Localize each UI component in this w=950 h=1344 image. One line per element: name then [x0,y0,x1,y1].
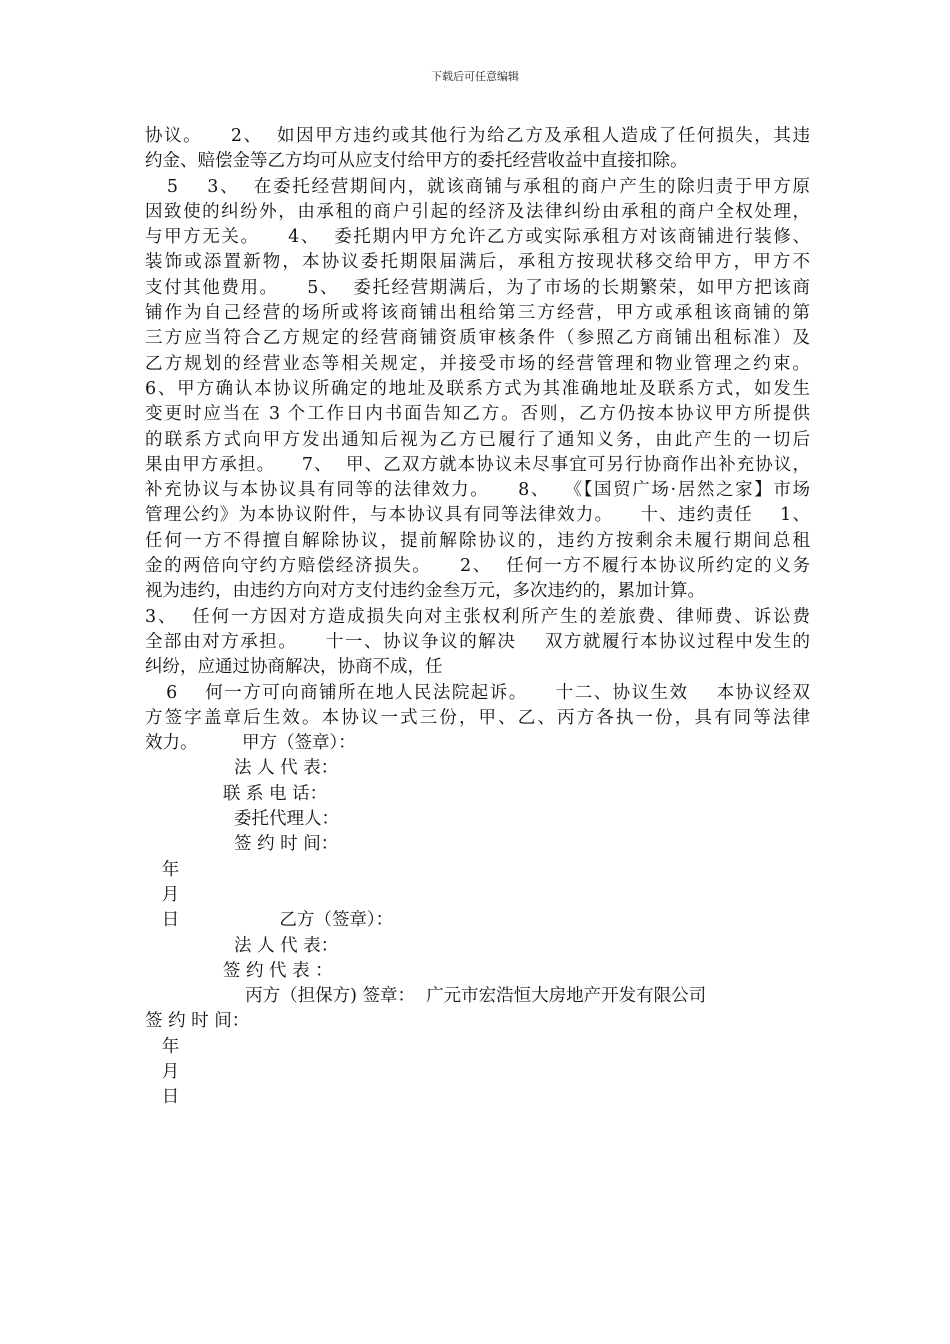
text-line: 与甲方无关。 4、 委托期内甲方允许乙方或实际承租方对该商铺进行装修、 [145,227,810,248]
contract-body [145,124,810,1111]
text-line: 全部由对方承担。 十一、协议争议的解决 双方就履行本协议过程中发生的 [145,631,810,652]
text-line: 6 何一方可向商铺所在地人民法院起诉。 十二、协议生效 本协议经双 [145,682,810,703]
signature-line: 法 人 代 表： [145,935,339,956]
text-line: 支付其他费用。 5、 委托经营期满后，为了市场的长期繁荣，如甲方把该商 [145,277,810,298]
signature-line: 丙方（担保方) 签章： 广元市宏浩恒大房地产开发有限公司 [145,986,707,1007]
date-line: 日 [145,1087,180,1108]
signature-line: 法 人 代 表： [145,758,339,779]
date-line: 年 [145,1036,180,1057]
signature-line: 联 系 电 话： [145,783,328,804]
text-line: 果由甲方承担。 7、 甲、乙双方就本协议未尽事宜可另行协商作出补充协议， [145,454,810,475]
text-line: 铺作为自己经营的场所或将该商铺出租给第三方经营，甲方或承租该商铺的第 [145,303,810,324]
date-line: 月 [145,1061,180,1082]
text-line: 任何一方不得擅自解除协议，提前解除协议的，违约方按剩余未履行期间总租 [145,530,810,551]
signature-line: 效力。 甲方（签章）： [145,733,356,754]
header-note: 下载后可任意编辑 [431,70,519,83]
date-line: 月 [145,884,180,905]
text-line: 5 3、 在委托经营期间内，就该商铺与承租的商户产生的除归责于甲方原 [145,176,810,197]
text-line: 纠纷，应通过协商解决，协商不成，任 [145,657,443,678]
text-line: 管理公约》为本协议附件，与本协议具有同等法律效力。 十、违约责任 1、 [145,505,810,526]
text-line: 变更时应当在 3 个工作日内书面告知乙方。否则，乙方仍按本协议甲方所提供 [145,404,810,425]
text-line: 6、甲方确认本协议所确定的地址及联系方式为其准确地址及联系方式，如发生 [145,378,810,399]
text-line: 视为违约，由违约方向对方支付违约金叁万元，多次违约的，累加计算。 [145,581,705,602]
text-line: 金的两倍向守约方赔偿经济损失。 2、 任何一方不履行本协议所约定的义务 [145,556,810,577]
text-line: 三方应当符合乙方规定的经营商铺资质审核条件（参照乙方商铺出租标准）及 [145,328,810,349]
date-line: 年 [145,859,180,880]
text-line: 的联系方式向甲方发出通知后视为乙方已履行了通知义务，由此产生的一切后 [145,429,810,450]
text-line: 装饰或添置新物，本协议委托期限届满后，承租方按现状移交给甲方，甲方不 [145,252,810,273]
text-line: 协议。 2、 如因甲方违约或其他行为给乙方及承租人造成了任何损失，其违 [145,126,810,146]
text-line: 约金、赔偿金等乙方均可从应支付给甲方的委托经营收益中直接扣除。 [145,151,688,172]
text-line: 乙方规划的经营业态等相关规定，并接受市场的经营管理和物业管理之约束。 [145,353,810,374]
signature-line: 签 约 时 间： [145,834,339,855]
signature-line: 日 乙方（签章）： [145,910,394,931]
signature-line: 委托代理人： [145,809,340,830]
text-line: 3、 任何一方因对方造成损失向对主张权利所产生的差旅费、律师费、诉讼费 [145,606,810,627]
text-line: 方签字盖章后生效。本协议一式三份，甲、乙、丙方各执一份，具有同等法律 [145,707,810,728]
signature-line: 签 约 代 表 ： [145,960,333,981]
signature-line: 签 约 时 间： [145,1011,250,1032]
text-line: 补充协议与本协议具有同等的法律效力。 8、 《【国贸广场·居然之家】市场 [145,480,810,501]
text-line: 因致使的纠纷外，由承租的商户引起的经济及法律纠纷由承租的商户全权处理， [145,201,810,222]
